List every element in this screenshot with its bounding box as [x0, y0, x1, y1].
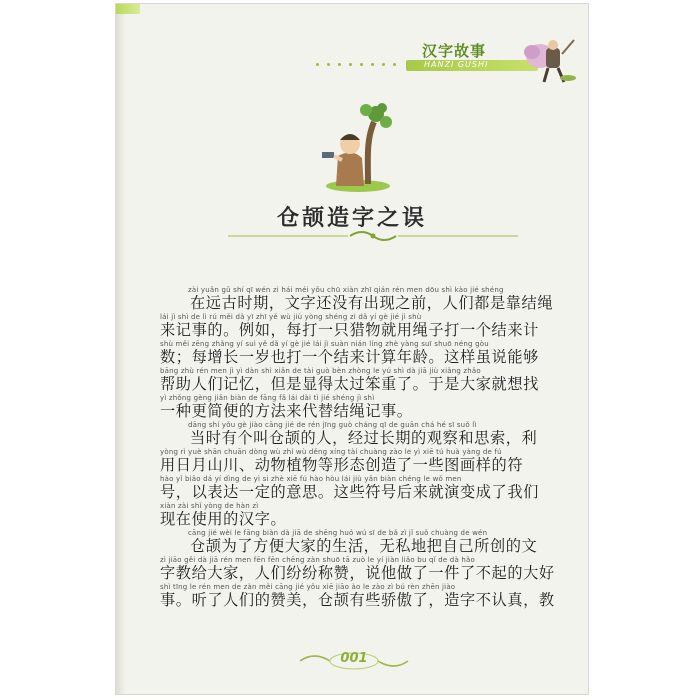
text-line	[160, 367, 540, 394]
text-line	[160, 421, 540, 448]
pinyin-annotation: shì tīng le rén men de zàn měi cāng jié yǒu xiē jiāo ào le zào zì bú rèn zhēn jiào	[160, 583, 456, 591]
cangjie-illustration-icon	[316, 100, 396, 195]
header-dots	[316, 63, 406, 67]
text-line	[160, 475, 540, 502]
chinese-text: 来记事的。例如，每打一只猎物就用绳子打一个结来计	[160, 321, 539, 339]
chinese-text: 一种更简便的方法来代替结绳记事。	[160, 402, 413, 420]
text-line	[160, 529, 540, 556]
pinyin-annotation: yì zhǒng gèng jiǎn biàn de fāng fǎ lái dài tì jié shéng jì shì	[160, 394, 375, 402]
chinese-text: 帮助人们记忆，但是显得太过笨重了。于是大家就想找	[160, 375, 539, 393]
text-line	[160, 502, 540, 529]
page-number-ornament	[294, 651, 414, 671]
chinese-text: 数；每增长一岁也打一个结来计算年龄。这样虽说能够	[160, 348, 539, 366]
pinyin-annotation: dāng shí yǒu gè jiào cāng jié de rén jīng guò cháng qī de guān chá hé sī suǒ lì	[188, 421, 477, 429]
pinyin-annotation: shù měi zēng zhǎng yí suì yě dǎ yí gè jié lái jì suàn nián líng zhè yàng suī shuō néng gòu	[160, 340, 489, 348]
text-line	[160, 286, 554, 313]
pinyin-annotation: zì jiāo gěi dà jiā rén men fēn fēn chēng zàn shuō tā zuò le yí jiàn liǎo bu qǐ de dà hǎo	[160, 556, 475, 564]
chinese-text: 号，以表达一定的意思。这些符号后来就演变成了我们	[160, 483, 539, 501]
text-line	[160, 556, 555, 583]
chinese-text: 在远古时期，文字还没有出现之前，人们都是靠结绳	[190, 294, 554, 312]
header-subtitle: HANZI GUSHI	[424, 60, 489, 69]
pinyin-annotation: bāng zhù rén men jì yì dàn shì xiǎn de tài guò bèn zhòng le yú shì dà jiā jiù xiǎng zhǎo	[160, 367, 481, 375]
pinyin-annotation: hào yǐ biǎo dá yí dìng de yì si zhè xiē fú hào hòu lái jiù yǎn biàn chéng le wǒ men	[160, 475, 462, 483]
story-body	[160, 286, 555, 610]
page-number: 001	[340, 651, 368, 666]
pinyin-annotation: cāng jié wèi le fāng biàn dà jiā de shēng huó wú sī de bǎ zì jǐ suǒ chuàng de wén	[188, 529, 488, 537]
pinyin-annotation: zài yuǎn gǔ shí qī wén zì hái méi yǒu chū xiàn zhī qián rén men dōu shì kào jié shéng	[188, 286, 504, 294]
header-title: 汉字故事	[422, 42, 487, 60]
corner-strip	[116, 4, 140, 14]
text-line	[160, 448, 540, 475]
chinese-text: 字教给大家，人们纷纷称赞，说他做了一件了不起的大好	[160, 564, 555, 582]
story-title: 仓颉造字之误	[276, 206, 427, 231]
chinese-text: 事。听了人们的赞美，仓颉有些骄傲了，造字不认真，教	[160, 591, 555, 609]
chinese-text: 仓颉为了方便大家的生活，无私地把自己所创的文	[190, 537, 538, 555]
text-line	[160, 340, 540, 367]
chinese-text: 当时有个叫仓颉的人，经过长期的观察和思索，利	[190, 429, 538, 447]
book-page	[116, 4, 588, 694]
pinyin-annotation: xiàn zài shǐ yòng de hàn zì	[160, 502, 259, 510]
text-line	[160, 394, 540, 421]
title-divider-icon	[228, 230, 518, 242]
page-spine-shadow	[116, 4, 126, 694]
header-illustration-icon	[518, 34, 578, 86]
chinese-text: 现在使用的汉字。	[160, 510, 287, 528]
chinese-text: 用日月山川、动物植物等形态创造了一些图画样的符	[160, 456, 524, 474]
pinyin-annotation: lái jì shì de lì rú měi dǎ yī zhī yě wù jiù yòng shéng zi dǎ yí gè jié jì shù	[160, 313, 422, 321]
text-line	[160, 583, 555, 610]
pinyin-annotation: yòng rì yuè shān chuān dòng wù zhí wù děng xíng tài chuàng zào le yì xiē tú huà yàng de fú	[160, 448, 502, 456]
text-line	[160, 313, 540, 340]
